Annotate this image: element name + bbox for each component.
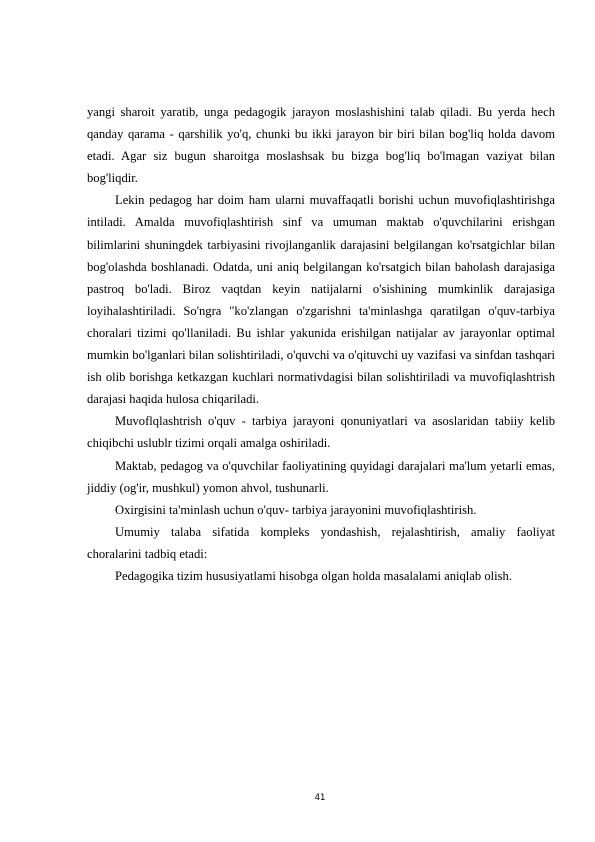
paragraph-1: yangi sharoit yaratib, unga pedagogik jarayon moslashishini talab qiladi. Bu yerda hech qanday qarama - qarshilik yo'q, chunki bu ikki jarayon bir biri bilan bog'liq holda davom etadi. Agar siz bugun sharoitga moslashsak bu bizga bog'liq bo'lmagan vaziyat bilan bog'liqdir. [87,105,555,186]
paragraph-5: Oxirgisini ta'minlash uchun o'quv- tarbiya jarayonini muvofiqlashtirish. [115,502,477,517]
page-number: 41 [314,793,326,803]
paragraph-3: Muvoflqlashtrish o'quv - tarbiya jarayoni qonuniyatlari va asoslaridan tabiiy kelib chiqibchi uslublr tizimi orqali amalga oshiriladi. [87,414,555,451]
paragraph-2: Lekin pedagog har doim ham ularni muvaffaqatli borishi uchun muvofiqlashtirishga intiladi. Amalda muvofiqlashtirish sinf va umuman maktab o'quvchilarini erishgan bilimlarini shuningdek tarbiyasini rivojlanganlik darajasini belgilangan ko'rsatgichlar bilan bog'olashda boshlanadi. Odatda, uni aniq belgilangan ko'rsatgich bilan baholash darajasiga pastroq bo'ladi. Biroz vaqtdan keyin natijalarni o'sishining mumkinlik darajasiga loyihalashtiriladi. So'ngra "ko'zlangan o'zgarishni ta'minlashga qaratilgan o'quv-tarbiya choralari tizimi qo'llaniladi. Bu ishlar yakunida erishilgan natijalar av jarayonlar optimal mumkin bo'lganlari bilan solishtiriladi, o'quvchi va o'qituvchi uy vazifasi va sinfdan tashqari ish olib borishga ketkazgan kuchlari normativdagisi bilan solishtiriladi va muvofiqlashtrish darajasi haqida hulosa chiqariladi. [87,193,555,407]
paragraph-6: Umumiy talaba sifatida kompleks yondashish, rejalashtirish, amaliy faoliyat choralarini tadbiq etadi: [87,524,555,561]
paragraph-4: Maktab, pedagog va o'quvchilar faoliyatining quyidagi darajalari ma'lum yetarli emas, jiddiy (og'ir, mushkul) yomon ahvol, tushunarli. [87,458,555,495]
body-text [87,101,555,587]
paragraph-7: Pedagogika tizim hususiyatlami hisobga olgan holda masalalami aniqlab olish. [115,568,512,583]
